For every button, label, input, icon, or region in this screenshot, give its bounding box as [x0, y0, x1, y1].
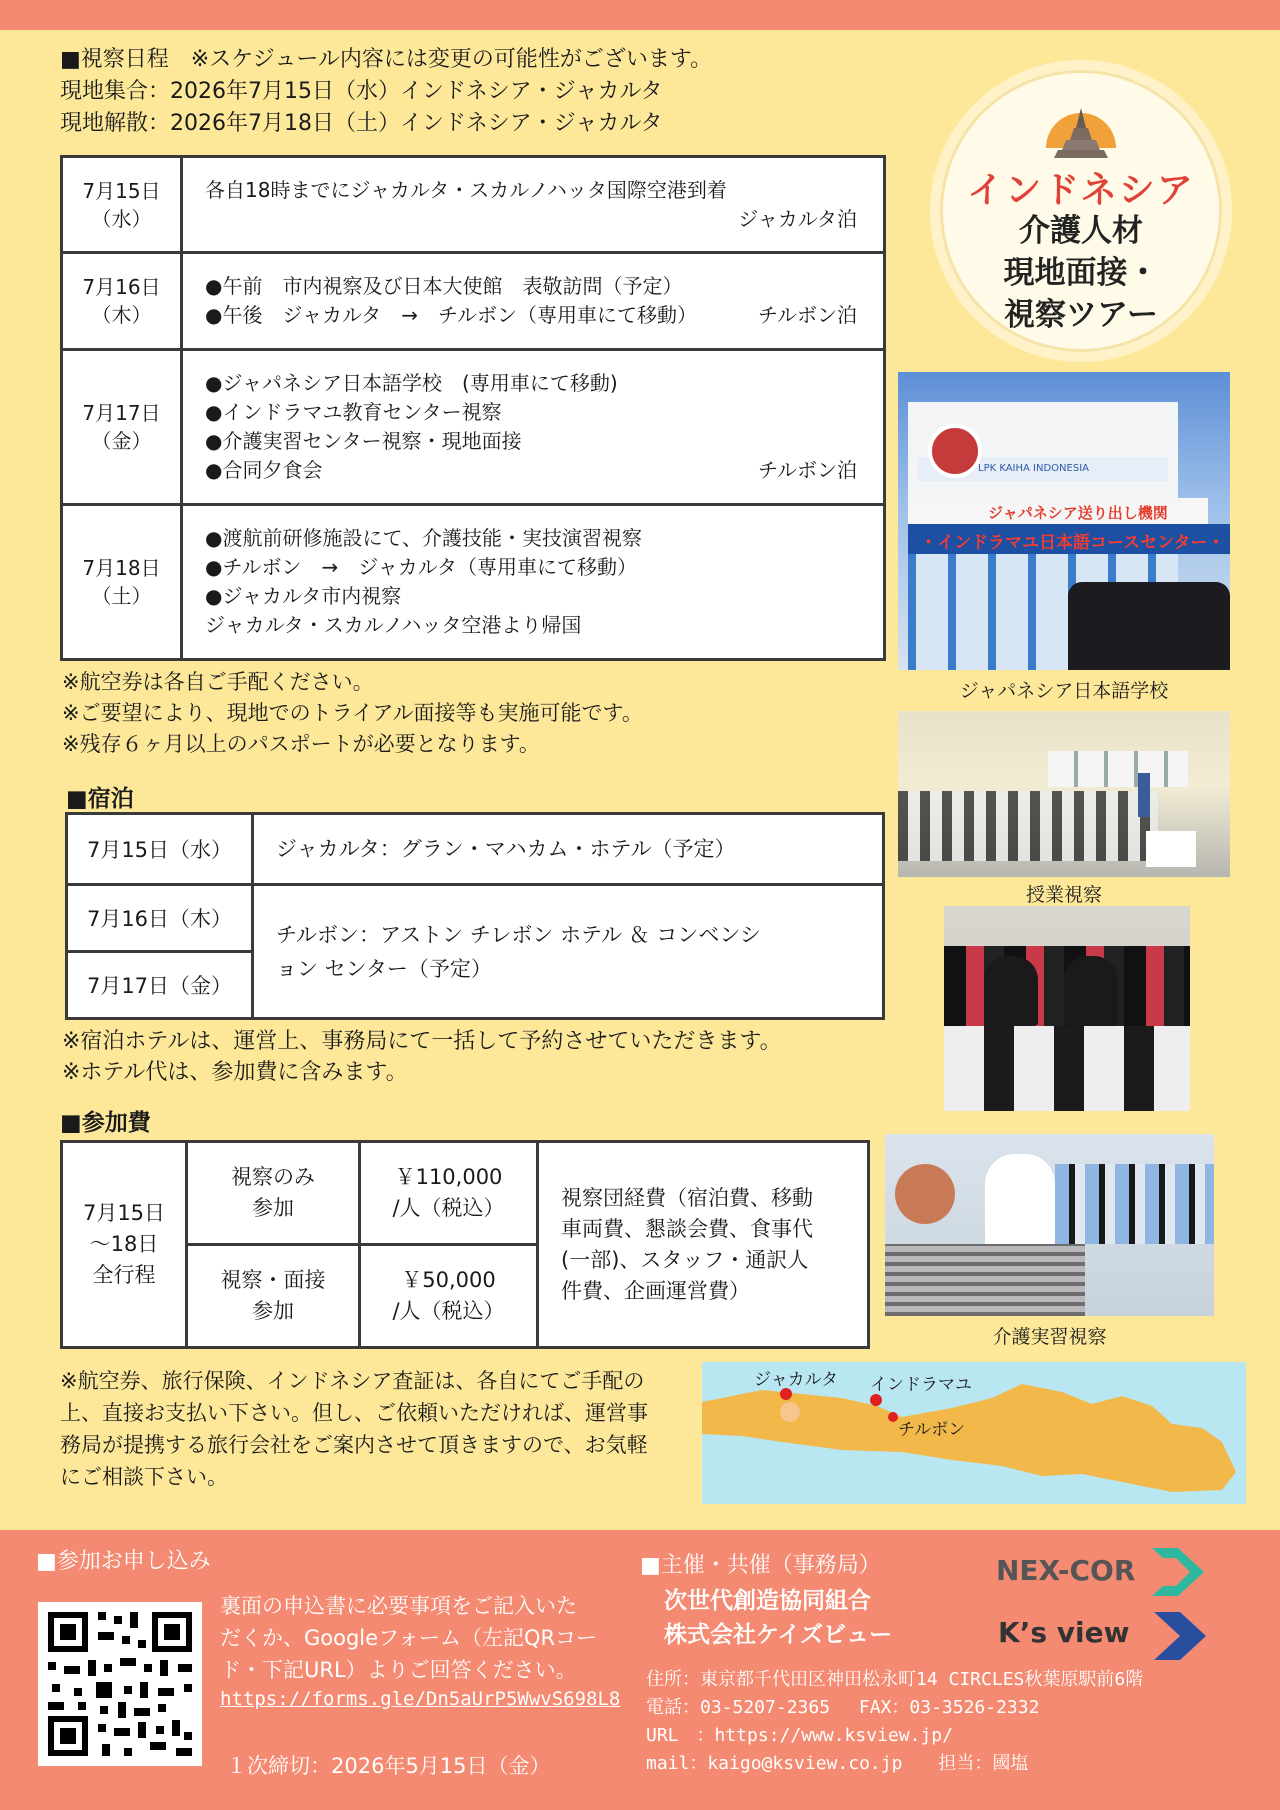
nexcor-logo: NEX-COR [996, 1554, 1136, 1587]
host-org-1: 次世代創造協同組合 [664, 1588, 871, 1614]
photo-caption: 介護実習視察 [992, 1326, 1107, 1348]
lodging-heading: ■宿泊 [66, 786, 134, 812]
lodging-hotel: ジャカルタ：グラン・マハカム・ホテル（予定） [253, 814, 884, 885]
lodging-date: 7月16日（木） [67, 885, 253, 952]
schedule-date: 7月18日 （土） [62, 505, 182, 660]
schedule-content: 各自18時までにジャカルタ・スカルノハッタ国際空港到着 ジャカルタ泊 [182, 157, 885, 253]
qr-code-icon [38, 1602, 202, 1766]
cirebon-marker [888, 1412, 898, 1422]
host-heading: ■主催・共催（事務局） [640, 1553, 881, 1578]
photo-caption: 授業視察 [1025, 884, 1102, 906]
schedule-intro [60, 44, 712, 140]
photo-caption: ジャパネシア日本語学校 [959, 680, 1169, 702]
ksview-logo: K’s view [998, 1616, 1130, 1649]
fee-plan-name: 視察・面接 参加 [187, 1245, 360, 1348]
ksview-arrow-icon [1150, 1608, 1210, 1664]
badge-title: インドネシア [967, 169, 1195, 211]
lodging-date: 7月15日（水） [67, 814, 253, 885]
lodging-table [65, 812, 885, 1020]
address: 住所：東京都千代田区神田松永町14 CIRCLES秋葉原駅前6階 [646, 1669, 1144, 1690]
schedule-content: ●渡航前研修施設にて、介護技能・実技演習視察 ●チルボン → ジャカルタ（専用車にて移動） ●ジャカルタ市内視察 ジャカルタ・スカルノハッタ空港より帰国 [182, 505, 885, 660]
top-bar [0, 0, 1280, 30]
schedule-notes: ※航空券は各自ご手配ください。 ※ご要望により、現地でのトライアル面接等も実施可能です。 ※残存６ヶ月以上のパスポートが必要となります。 [62, 670, 643, 756]
website-url: URL ：https://www.ksview.jp/ [646, 1725, 953, 1746]
contact-info [646, 1666, 1143, 1778]
apply-instructions: 裏面の申込書に必要事項をご記入いた だくか、Googleフォーム（左記QRコー ド・下記URL）よりご回答ください。 [220, 1594, 598, 1682]
host-org-2: 株式会社ケイズビュー [664, 1622, 893, 1648]
schedule-row [62, 505, 885, 660]
fee-price: ￥110,000 /人（税込） [360, 1142, 538, 1245]
care-photo [885, 1134, 1214, 1316]
footer [0, 1530, 1280, 1810]
phone-fax: 電話：03-5207-2365 FAX：03-3526-2332 [646, 1697, 1040, 1718]
lodging-date: 7月17日（金） [67, 952, 253, 1019]
fee-plan-name: 視察のみ 参加 [187, 1142, 360, 1245]
qr-code[interactable] [38, 1602, 202, 1766]
mail-contact: mail：kaigo@ksview.co.jp 担当：國塩 [646, 1753, 1029, 1774]
deadline: １次締切：2026年5月15日（金） [226, 1754, 551, 1778]
classroom-photo [898, 711, 1230, 877]
temple-icon [1042, 100, 1120, 160]
fee-price: ￥50,000 /人（税込） [360, 1245, 538, 1348]
fee-description: 視察団経費（宿泊費、移動 車両費、懇談会費、食事代 (一部)、スタッフ・通訳人 件費、企画運営費） [538, 1142, 869, 1348]
fee-notes: ※航空券、旅行保険、インドネシア査証は、各自にてご手配の 上、直接お支払い下さい。但し、ご依頼いただければ、運営事 務局が提携する旅行会社をご案内させて頂きますので、お気軽 にご相談下さい。 [60, 1369, 648, 1489]
nexcor-arrow-icon [1148, 1544, 1208, 1600]
indramayu-marker [870, 1394, 882, 1406]
schedule-row [62, 157, 885, 253]
fee-table [60, 1140, 870, 1349]
map-label-jakarta: ジャカルタ [754, 1370, 838, 1390]
map-label-indramayu: インドラマユ [870, 1375, 972, 1395]
schedule-date: 7月15日 （水） [62, 157, 182, 253]
schedule-date: 7月17日 （金） [62, 350, 182, 505]
fee-period: 7月15日 ～18日 全行程 [62, 1142, 187, 1348]
schedule-content: ●午前 市内視察及び日本大使館 表敬訪問（予定） ●午後 ジャカルタ → チルボン（専用車にて移動） チルボン泊 [182, 253, 885, 350]
schedule-heading: ■視察日程 ※スケジュール内容には変更の可能性がございます。 [60, 47, 713, 72]
schedule-table [60, 155, 886, 661]
lodging-hotel: チルボン：アストン チレボン ホテル ＆ コンベンシ ョン センター（予定） [253, 885, 884, 1019]
java-map [702, 1362, 1246, 1504]
students-photo [944, 906, 1190, 1111]
form-url-link[interactable]: https://forms.gle/Dn5aUrP5WwvS698L8 [220, 1688, 621, 1710]
map-label-cirebon: チルボン [898, 1420, 966, 1440]
schedule-content: ●ジャパネシア日本語学校 (専用車にて移動) ●インドラマユ教育センター視察 ●介護実習センター視察・現地面接 ●合同夕食会 チルボン泊 [182, 350, 885, 505]
school-photo: LPK KAIHA INDONESIA ジャパネシア送り出し機関 ・インドラマユ日本語コースセンター・ [898, 372, 1230, 670]
schedule-row [62, 253, 885, 350]
schedule-row [62, 350, 885, 505]
schedule-date: 7月16日 （木） [62, 253, 182, 350]
apply-heading: ■参加お申し込み [36, 1549, 211, 1574]
badge-subtitle: 介護人材 現地面接・ 視察ツアー [1003, 213, 1159, 333]
tour-badge [930, 60, 1232, 362]
fee-heading: ■参加費 [60, 1110, 151, 1136]
dismissal-date: 現地解散：2026年7月18日（土）インドネシア・ジャカルタ [60, 111, 663, 136]
meeting-date: 現地集合：2026年7月15日（水）インドネシア・ジャカルタ [60, 79, 663, 104]
lodging-notes: ※宿泊ホテルは、運営上、事務局にて一括して予約させていただきます。 ※ホテル代は、参加費に含みます。 [62, 1029, 782, 1085]
